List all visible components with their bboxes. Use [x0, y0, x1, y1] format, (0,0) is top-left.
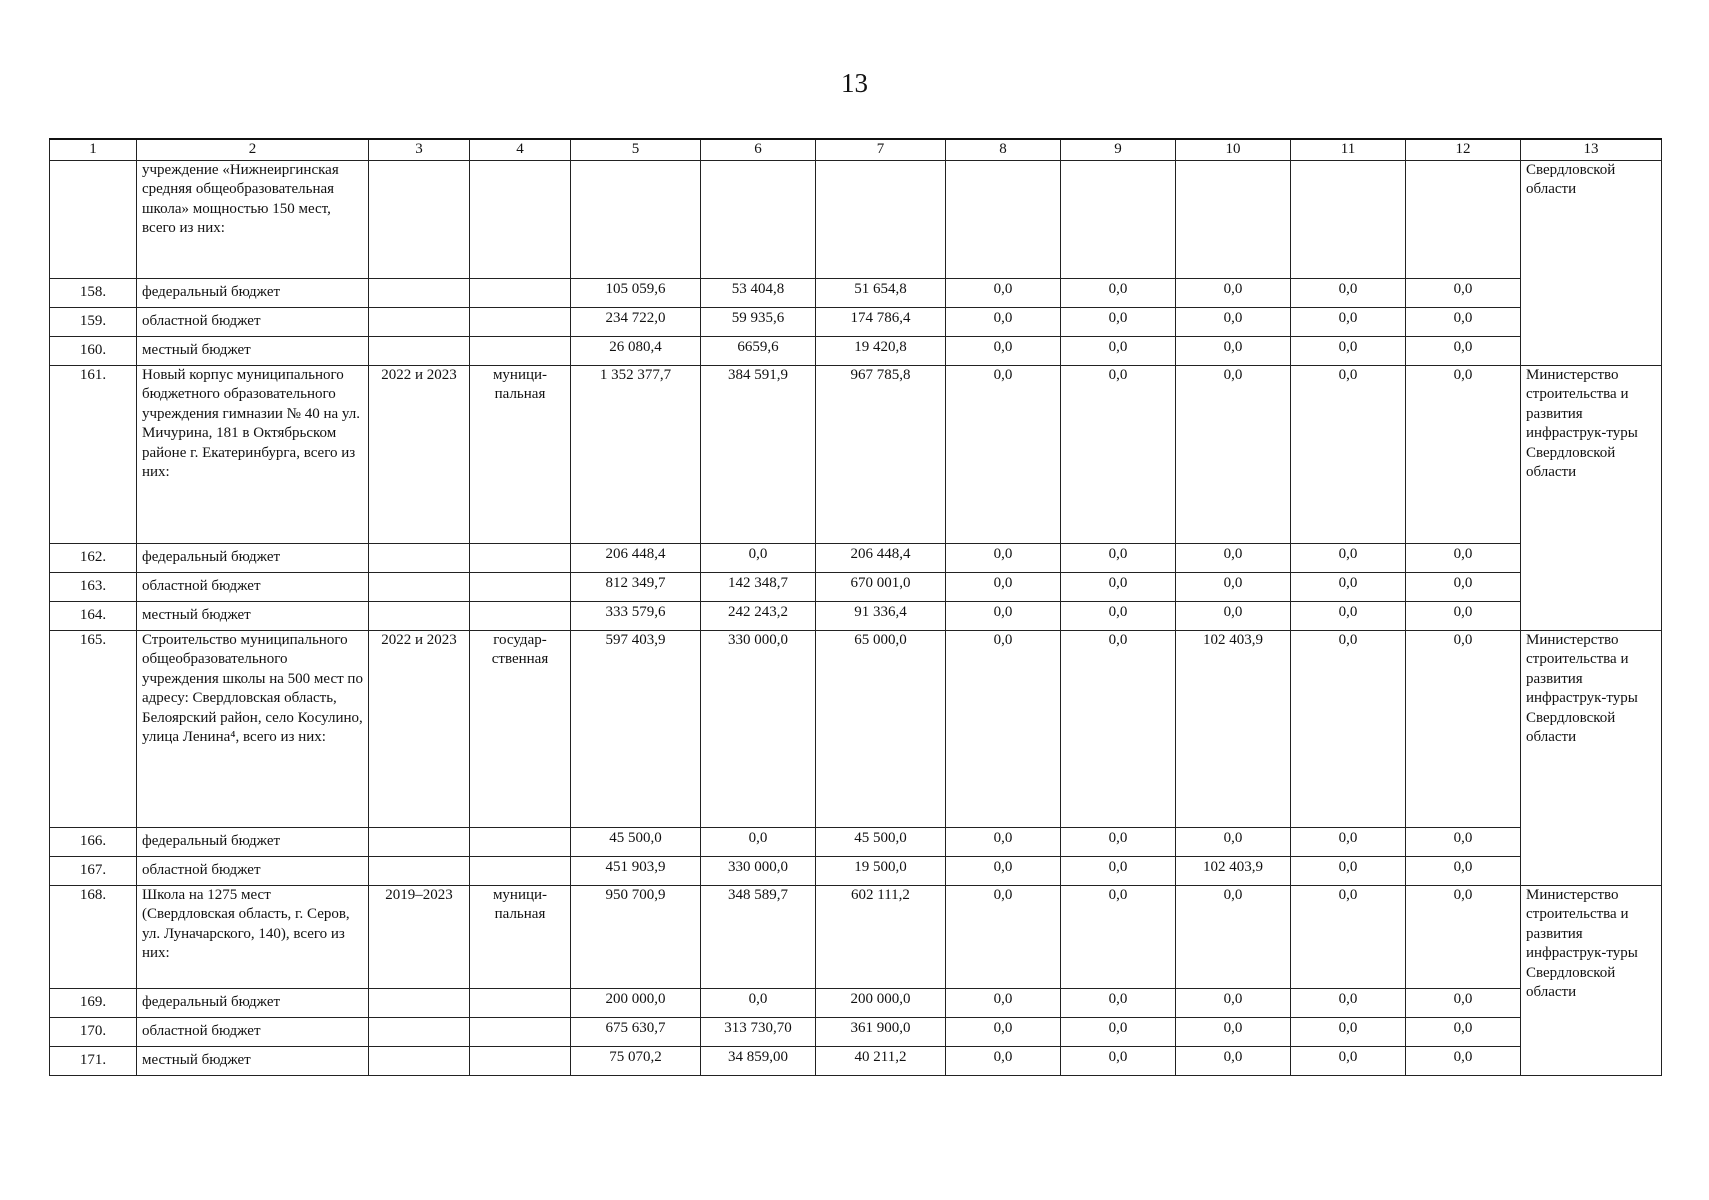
value-cell: 0,0 — [1061, 856, 1176, 885]
responsible-body: Министерство строительства и развития инфраструк-туры Свердловской области — [1521, 885, 1662, 1075]
value-cell: 0,0 — [946, 856, 1061, 885]
table-row-budget — [50, 1046, 1662, 1075]
value-cell: 0,0 — [1061, 1046, 1176, 1075]
empty-cell — [369, 543, 470, 572]
header-row — [50, 139, 1662, 160]
empty-cell — [470, 307, 571, 336]
row-number: 161. — [50, 365, 137, 543]
value-cell: 675 630,7 — [571, 1017, 701, 1046]
value-cell: 0,0 — [1406, 885, 1521, 988]
row-number: 167. — [50, 856, 137, 885]
value-cell: 602 111,2 — [816, 885, 946, 988]
value-cell: 0,0 — [946, 885, 1061, 988]
value-cell: 0,0 — [1406, 572, 1521, 601]
budget-source: федеральный бюджет — [137, 278, 369, 307]
value-cell: 0,0 — [946, 365, 1061, 543]
value-cell: 0,0 — [1176, 827, 1291, 856]
value-cell: 26 080,4 — [571, 336, 701, 365]
empty-cell — [369, 827, 470, 856]
budget-source: местный бюджет — [137, 601, 369, 630]
value-cell: 102 403,9 — [1176, 630, 1291, 827]
value-cell: 348 589,7 — [701, 885, 816, 988]
value-cell: 0,0 — [1291, 365, 1406, 543]
row-number — [50, 160, 137, 278]
value-cell: 19 500,0 — [816, 856, 946, 885]
object-name: учреждение «Нижнеиргинская средняя общеобразовательная школа» мощностью 150 мест, всего из них: — [137, 160, 369, 278]
value-cell: 6659,6 — [701, 336, 816, 365]
value-cell: 333 579,6 — [571, 601, 701, 630]
empty-cell — [470, 543, 571, 572]
value-cell: 242 243,2 — [701, 601, 816, 630]
budget-source: областной бюджет — [137, 1017, 369, 1046]
value-cell: 0,0 — [1061, 827, 1176, 856]
empty-cell — [369, 601, 470, 630]
value-cell: 45 500,0 — [816, 827, 946, 856]
value-cell: 0,0 — [1291, 1017, 1406, 1046]
budget-source: федеральный бюджет — [137, 543, 369, 572]
value-cell: 0,0 — [1406, 630, 1521, 827]
header-cell: 12 — [1406, 139, 1521, 160]
value-cell: 53 404,8 — [701, 278, 816, 307]
value-cell: 0,0 — [1176, 1017, 1291, 1046]
value-cell: 967 785,8 — [816, 365, 946, 543]
value-cell: 75 070,2 — [571, 1046, 701, 1075]
header-cell: 7 — [816, 139, 946, 160]
value-cell: 0,0 — [701, 543, 816, 572]
value-cell: 0,0 — [1176, 572, 1291, 601]
value-cell: 0,0 — [1176, 1046, 1291, 1075]
responsible-body: Министерство строительства и развития инфраструк-туры Свердловской области — [1521, 365, 1662, 630]
header-cell: 8 — [946, 139, 1061, 160]
value-cell: 0,0 — [1291, 885, 1406, 988]
value-cell: 0,0 — [1061, 278, 1176, 307]
value-cell: 0,0 — [1291, 572, 1406, 601]
value-cell: 0,0 — [1176, 307, 1291, 336]
empty-cell — [470, 988, 571, 1017]
value-cell: 0,0 — [946, 278, 1061, 307]
header-cell: 11 — [1291, 139, 1406, 160]
empty-cell — [369, 988, 470, 1017]
row-number: 162. — [50, 543, 137, 572]
value-cell: 0,0 — [1061, 988, 1176, 1017]
table-row-main — [50, 885, 1662, 988]
header-cell: 3 — [369, 139, 470, 160]
value-cell: 91 336,4 — [816, 601, 946, 630]
value-cell: 0,0 — [1291, 307, 1406, 336]
empty-cell — [470, 1017, 571, 1046]
table-row-budget — [50, 988, 1662, 1017]
value-cell — [701, 160, 816, 278]
row-number: 164. — [50, 601, 137, 630]
value-cell: 0,0 — [1406, 1017, 1521, 1046]
value-cell: 0,0 — [946, 572, 1061, 601]
implementation-years: 2022 и 2023 — [369, 630, 470, 827]
empty-cell — [369, 1046, 470, 1075]
value-cell: 0,0 — [946, 543, 1061, 572]
value-cell: 206 448,4 — [816, 543, 946, 572]
value-cell: 0,0 — [1061, 307, 1176, 336]
value-cell: 200 000,0 — [816, 988, 946, 1017]
value-cell: 45 500,0 — [571, 827, 701, 856]
value-cell: 597 403,9 — [571, 630, 701, 827]
value-cell: 0,0 — [1061, 336, 1176, 365]
value-cell: 0,0 — [946, 827, 1061, 856]
value-cell — [1406, 160, 1521, 278]
value-cell: 0,0 — [946, 1046, 1061, 1075]
value-cell: 0,0 — [1061, 1017, 1176, 1046]
table-row-budget — [50, 336, 1662, 365]
value-cell: 330 000,0 — [701, 630, 816, 827]
row-number: 168. — [50, 885, 137, 988]
value-cell: 0,0 — [946, 336, 1061, 365]
value-cell — [1176, 160, 1291, 278]
empty-cell — [470, 856, 571, 885]
implementation-years: 2022 и 2023 — [369, 365, 470, 543]
value-cell: 384 591,9 — [701, 365, 816, 543]
value-cell: 0,0 — [1061, 543, 1176, 572]
value-cell: 0,0 — [1406, 365, 1521, 543]
object-name: Школа на 1275 мест (Свердловская область, г. Серов, ул. Луначарского, 140), всего из них: — [137, 885, 369, 988]
value-cell: 65 000,0 — [816, 630, 946, 827]
value-cell: 313 730,70 — [701, 1017, 816, 1046]
value-cell: 0,0 — [1176, 988, 1291, 1017]
value-cell: 0,0 — [1291, 1046, 1406, 1075]
table-row-budget — [50, 572, 1662, 601]
value-cell: 200 000,0 — [571, 988, 701, 1017]
implementation-years: 2019–2023 — [369, 885, 470, 988]
table-row-budget — [50, 543, 1662, 572]
value-cell: 0,0 — [1291, 336, 1406, 365]
table-row-budget — [50, 856, 1662, 885]
value-cell: 0,0 — [701, 827, 816, 856]
budget-source: федеральный бюджет — [137, 827, 369, 856]
ownership-form: государ-ственная — [470, 630, 571, 827]
value-cell: 0,0 — [1176, 885, 1291, 988]
table-row-budget — [50, 278, 1662, 307]
empty-cell — [470, 601, 571, 630]
row-number: 159. — [50, 307, 137, 336]
value-cell: 206 448,4 — [571, 543, 701, 572]
value-cell: 812 349,7 — [571, 572, 701, 601]
empty-cell — [369, 336, 470, 365]
value-cell: 0,0 — [1061, 365, 1176, 543]
header-cell: 4 — [470, 139, 571, 160]
value-cell: 0,0 — [1291, 827, 1406, 856]
value-cell: 0,0 — [1061, 885, 1176, 988]
row-number: 160. — [50, 336, 137, 365]
table-row-main — [50, 160, 1662, 278]
value-cell: 0,0 — [1291, 601, 1406, 630]
table-row-budget — [50, 827, 1662, 856]
value-cell: 0,0 — [1406, 307, 1521, 336]
budget-source: местный бюджет — [137, 336, 369, 365]
object-name: Строительство муниципального общеобразовательного учреждения школы на 500 мест по адресу: Свердловская область, Белоярский район, село Косулино, улица Ленина⁴, всего из них: — [137, 630, 369, 827]
value-cell: 0,0 — [1176, 336, 1291, 365]
value-cell: 19 420,8 — [816, 336, 946, 365]
value-cell: 0,0 — [1406, 543, 1521, 572]
value-cell: 330 000,0 — [701, 856, 816, 885]
value-cell: 0,0 — [946, 1017, 1061, 1046]
value-cell: 451 903,9 — [571, 856, 701, 885]
value-cell: 102 403,9 — [1176, 856, 1291, 885]
value-cell: 0,0 — [946, 988, 1061, 1017]
value-cell: 0,0 — [1291, 630, 1406, 827]
value-cell: 0,0 — [1176, 543, 1291, 572]
value-cell: 142 348,7 — [701, 572, 816, 601]
value-cell: 174 786,4 — [816, 307, 946, 336]
value-cell: 1 352 377,7 — [571, 365, 701, 543]
implementation-years — [369, 160, 470, 278]
header-cell: 1 — [50, 139, 137, 160]
value-cell: 105 059,6 — [571, 278, 701, 307]
row-number: 163. — [50, 572, 137, 601]
budget-source: федеральный бюджет — [137, 988, 369, 1017]
empty-cell — [369, 856, 470, 885]
empty-cell — [369, 307, 470, 336]
row-number: 158. — [50, 278, 137, 307]
row-number: 171. — [50, 1046, 137, 1075]
empty-cell — [369, 572, 470, 601]
value-cell: 0,0 — [1176, 365, 1291, 543]
value-cell: 0,0 — [946, 307, 1061, 336]
empty-cell — [470, 827, 571, 856]
value-cell: 59 935,6 — [701, 307, 816, 336]
value-cell: 0,0 — [1176, 601, 1291, 630]
table-row-main — [50, 365, 1662, 543]
value-cell: 0,0 — [1061, 630, 1176, 827]
value-cell: 670 001,0 — [816, 572, 946, 601]
value-cell: 0,0 — [1291, 988, 1406, 1017]
empty-cell — [369, 1017, 470, 1046]
value-cell: 0,0 — [1061, 601, 1176, 630]
value-cell: 0,0 — [1406, 856, 1521, 885]
table-row-main — [50, 630, 1662, 827]
row-number: 169. — [50, 988, 137, 1017]
value-cell — [816, 160, 946, 278]
budget-source: областной бюджет — [137, 572, 369, 601]
value-cell — [1061, 160, 1176, 278]
value-cell: 0,0 — [1406, 278, 1521, 307]
value-cell: 361 900,0 — [816, 1017, 946, 1046]
value-cell — [571, 160, 701, 278]
ownership-form: муници-пальная — [470, 365, 571, 543]
table-body — [50, 139, 1662, 1075]
value-cell: 0,0 — [1406, 1046, 1521, 1075]
value-cell: 0,0 — [1406, 601, 1521, 630]
header-cell: 9 — [1061, 139, 1176, 160]
row-number: 170. — [50, 1017, 137, 1046]
header-cell: 10 — [1176, 139, 1291, 160]
budget-source: местный бюджет — [137, 1046, 369, 1075]
page-number: 13 — [841, 68, 868, 98]
value-cell: 0,0 — [701, 988, 816, 1017]
ownership-form — [470, 160, 571, 278]
header-cell: 13 — [1521, 139, 1662, 160]
value-cell: 0,0 — [1176, 278, 1291, 307]
value-cell: 0,0 — [1406, 988, 1521, 1017]
value-cell: 0,0 — [946, 630, 1061, 827]
value-cell: 0,0 — [1291, 856, 1406, 885]
budget-source: областной бюджет — [137, 307, 369, 336]
value-cell — [946, 160, 1061, 278]
empty-cell — [470, 336, 571, 365]
empty-cell — [470, 278, 571, 307]
row-number: 166. — [50, 827, 137, 856]
value-cell: 0,0 — [1406, 827, 1521, 856]
value-cell: 34 859,00 — [701, 1046, 816, 1075]
header-cell: 5 — [571, 139, 701, 160]
value-cell: 950 700,9 — [571, 885, 701, 988]
empty-cell — [470, 1046, 571, 1075]
empty-cell — [470, 572, 571, 601]
ownership-form: муници-пальная — [470, 885, 571, 988]
value-cell — [1291, 160, 1406, 278]
value-cell: 51 654,8 — [816, 278, 946, 307]
object-name: Новый корпус муниципального бюджетного образовательного учреждения гимназии № 40 на ул. Мичурина, 181 в Октябрьском районе г. Екатеринбурга, всего из них: — [137, 365, 369, 543]
table-row-budget — [50, 1017, 1662, 1046]
responsible-body: Министерство строительства и развития инфраструк-туры Свердловской области — [1521, 630, 1662, 885]
value-cell: 0,0 — [1291, 543, 1406, 572]
table-row-budget — [50, 601, 1662, 630]
budget-source: областной бюджет — [137, 856, 369, 885]
value-cell: 40 211,2 — [816, 1046, 946, 1075]
header-cell: 2 — [137, 139, 369, 160]
value-cell: 0,0 — [1061, 572, 1176, 601]
value-cell: 0,0 — [1291, 278, 1406, 307]
value-cell: 0,0 — [946, 601, 1061, 630]
row-number: 165. — [50, 630, 137, 827]
empty-cell — [369, 278, 470, 307]
budget-table — [49, 138, 1662, 1076]
header-cell: 6 — [701, 139, 816, 160]
table-row-budget — [50, 307, 1662, 336]
value-cell: 234 722,0 — [571, 307, 701, 336]
responsible-body: Свердловской области — [1521, 160, 1662, 365]
value-cell: 0,0 — [1406, 336, 1521, 365]
